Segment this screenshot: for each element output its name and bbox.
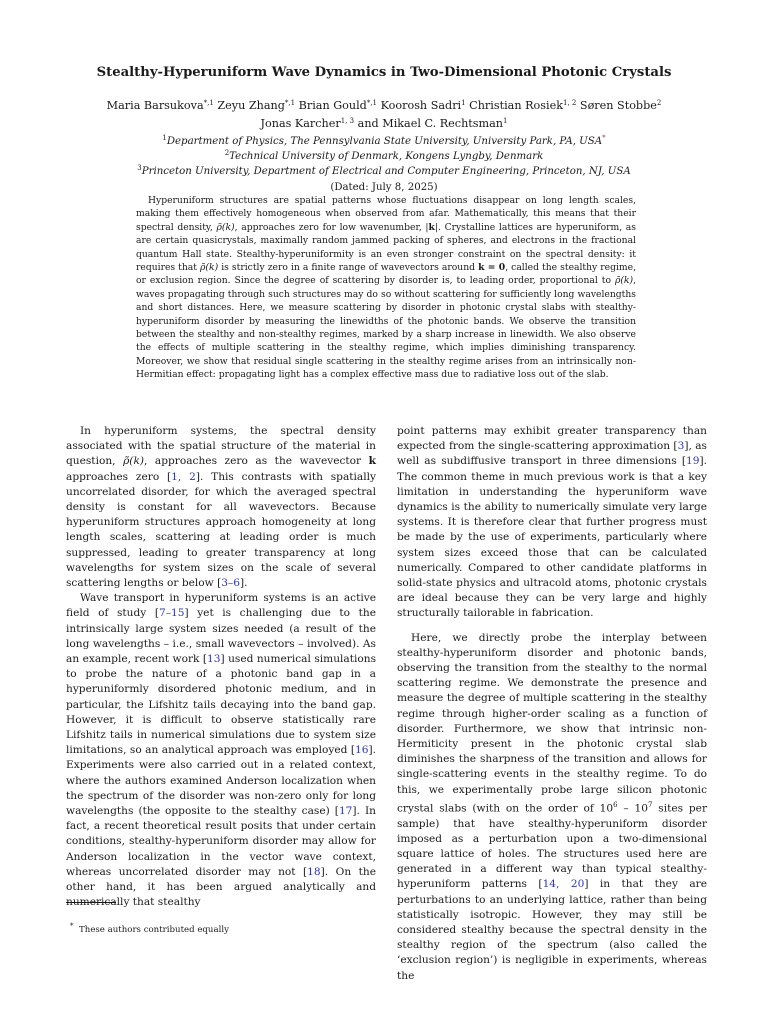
right-column: [397, 424, 707, 984]
author-name: Koorosh Sadri: [380, 99, 462, 112]
author-affiliation-mark: 1, 3: [340, 117, 355, 125]
abstract-paragraph: Hyperuniform structures are spatial patterns whose fluctuations disappear on long length scales, making them effectively homogeneous when observed from afar. Mathematically, this means that their spectral density, ρ̃(k), approaches zero for low wavenumber, |k|. Crystalline lattices are hyperuniform, as are certain quasicrystals, maximally random jammed packing of spheres, and electrons in the fractional quantum Hall state. Stealthy-hyperuniformity is an even stronger constraint on the spectral density: it requires that ρ̃(k) is strictly zero in a finite range of wavevectors around k = 0, called the stealthy regime, or exclusion region. Since the degree of scattering by disorder is, to leading order, proportional to ρ̃(k), waves propagating through such structures may do so without scattering for sufficiently long wavelengths and short distances. Here, we measure scattering by disorder in photonic crystal slabs with stealthy-hyperuniform disorder by measuring the linewidths of the photonic bands. We observe the transition between the stealthy and non-stealthy regimes, marked by a sharp increase in linewidth. We also observe the effects of multiple scattering in the stealthy regime, which implies diminishing transparency. Moreover, we show that residual single scattering in the stealthy regime arises from an intrinsically non-Hermitian effect: propagating light has a complex effective mass due to radiative loss out of the slab.: [136, 195, 637, 381]
body-paragraph: Wave transport in hyperuniform systems is an active field of study [7–15] yet is challenging due to the intrinsically large system sizes needed (a result of the long wavelengths – i.e., small wavevectors – involved). As an example, recent work [13] used numerical simulations to probe the nature of a photonic band gap in a hyperuniformly disordered photonic medium, and in particular, the Lifshitz tails decaying into the band gap. However, it is difficult to observe statistically rare Lifshitz tails in numerical simulations due to system size limitations, so an analytical approach was employed [16]. Experiments were also carried out in a related context, where the authors examined Anderson localization when the spectrum of the disorder was non-zero only for long wavelengths (the opposite to the stealthy case) [17]. In fact, a recent theoretical result posits that under certain conditions, stealthy-hyperuniform disorder may allow for Anderson localization in the vector wave context, whereas uncorrelated disorder may not [18]. On the other hand, it has been argued analytically and numerically that stealthy: [66, 592, 377, 909]
footnote-mark: *: [70, 921, 74, 930]
author: [107, 99, 214, 112]
author-affiliation-mark: *,1: [203, 99, 214, 107]
author-affiliation-mark: 1: [461, 99, 466, 107]
footnote-text: These authors contributed equally: [79, 924, 229, 935]
body-paragraph: In hyperuniform systems, the spectral density associated with the spatial structure of the material in question, ρ̃(k), approaches zero as the wavevector k approaches zero [1, 2]. This contrasts with spatially uncorrelated disorder, for which the averaged spectral density is constant for all wavevectors. Because hyperuniform structures approach homogeneity at long length scales, scattering at leading order is much suppressed, leading to greater transparency at long wavelengths for system sizes on the scale of several scattering lengths or below [3–6].: [66, 425, 376, 590]
superscript: 6: [613, 800, 618, 809]
bold-symbol: k: [368, 455, 376, 468]
footnote: [70, 920, 229, 936]
footnote-rule: [66, 902, 116, 903]
body-paragraph: point patterns may exhibit greater transparency than expected from the single-scattering approximation [3], as well as subdiffusive transport in three dimensions [19]. The common theme in much previous work is that a key limitation in understanding the hyperuniform wave dynamics is the ability to numerically simulate very large systems. It is therefore clear that further progress must be made by the use of experiments, particularly where system sizes exceed those that can be calculated numerically. Compared to other candidate platforms in solid-state physics and ultracold atoms, photonic crystals are ideal because they can be very large and highly structurally tailorable in fabrication.: [397, 425, 707, 620]
bold-symbol: k = 0: [478, 262, 506, 274]
author: [469, 99, 576, 112]
affiliation-number: 2: [224, 149, 230, 158]
author-name: Christian Rosiek: [469, 99, 563, 112]
author-list: Maria Barsukova$^{*,1}$ Zeyu Zhang$^{*,1}$ Brian Gould$^{*,1}$ Koorosh Sadri$^1$ Christian Rosiek$^{1, 2}$ Søren Stobbe$^2$ Jonas Karcher$^{1, 3}$ and Mikael C. Rechtsman$^1$: [106, 99, 662, 130]
author-name: Maria Barsukova: [106, 99, 204, 112]
author-name: Mikael C. Rechtsman: [382, 117, 503, 130]
affiliation-text: Technical University of Denmark, Kongens Lyngby, Denmark: [229, 151, 544, 163]
author: [381, 99, 466, 112]
affiliation-text: Department of Physics, The Pennsylvania State University, University Park, PA, USA: [166, 136, 603, 147]
abstract: [136, 194, 636, 382]
affiliation: [80, 149, 688, 164]
math-symbol: ρ̃(k): [216, 221, 235, 233]
citation-link[interactable]: 3–6: [221, 577, 241, 590]
author-affiliation-mark: *,1: [284, 99, 296, 107]
affiliation: [80, 164, 688, 179]
superscript: 7: [647, 800, 653, 809]
affiliations: [80, 134, 688, 195]
author-name: Zeyu Zhang: [217, 99, 285, 112]
paper-title: Stealthy-Hyperuniform Wave Dynamics in Two-Dimensional Photonic Crystals: [96, 65, 672, 80]
math-symbol: ρ̃(k): [123, 455, 144, 468]
citation-link[interactable]: 17: [338, 805, 353, 818]
math-symbol: ρ̃(k): [614, 275, 634, 287]
affiliation: [80, 134, 688, 149]
citation-link[interactable]: 14, 20: [542, 878, 585, 891]
body-paragraph: Here, we directly probe the interplay between stealthy-hyperuniform disorder and photonic bands, observing the transition from the stealthy to the normal scattering regime. We demonstrate the presence and measure the degree of multiple scattering in the stealthy regime through higher-order scaling as a function of disorder. Furthermore, we show that intrinsic non-Hermiticity present in the photonic crystal slab diminishes the sharpness of the transition and allows for single-scattering events in the stealthy regime. To do this, we experimentally probe large silicon photonic crystal slabs (with on the order of $10^6 - 10^7$ sites per sample) that have stealthy-hyperuniform disorder imposed as a perturbation upon a two-dimensional square lattice of holes. The structures used here are generated in a different way than typical stealthy-hyperuniform patterns [14, 20] in that they are perturbations to an underlying lattice, rather than being statistically isotropic. However, they may still be considered stealthy because the spectral density in the stealthy region of the spectrum (also called the ‘exclusion region’) is negligible in experiments, whereas the: [397, 631, 708, 982]
citation-link[interactable]: 7–15: [158, 607, 185, 620]
author: [299, 99, 377, 112]
author-affiliation-mark: 2: [656, 99, 662, 107]
left-column: [66, 424, 376, 911]
author: [382, 117, 507, 130]
citation-link[interactable]: 19: [686, 455, 700, 468]
math-symbol: ρ̃(k): [200, 262, 219, 274]
author-affiliation-mark: *,1: [366, 99, 378, 107]
citation-link[interactable]: 1, 2: [171, 470, 196, 483]
author: [580, 99, 661, 112]
citation-link[interactable]: 16: [355, 744, 369, 757]
author-name: Brian Gould: [298, 99, 367, 112]
author: [261, 117, 355, 130]
dated-line: (Dated: July 8, 2025): [330, 181, 438, 193]
affiliation-number: 1: [162, 134, 167, 142]
author-affiliation-mark: 1: [503, 117, 508, 125]
affiliation-text: Princeton University, Department of Electrical and Computer Engineering, Princeton, NJ, USA: [141, 166, 631, 178]
affiliation-number: 3: [137, 164, 142, 173]
affiliation-star: *: [602, 134, 606, 142]
citation-link[interactable]: 18: [307, 865, 321, 878]
author: [217, 99, 295, 112]
author-affiliation-mark: 1, 2: [562, 99, 577, 107]
citation-link[interactable]: 3: [677, 440, 685, 453]
bold-symbol: k: [428, 221, 435, 233]
citation-link[interactable]: 13: [207, 653, 221, 666]
author-name: Jonas Karcher: [260, 117, 341, 130]
author-name: Søren Stobbe: [579, 99, 657, 112]
